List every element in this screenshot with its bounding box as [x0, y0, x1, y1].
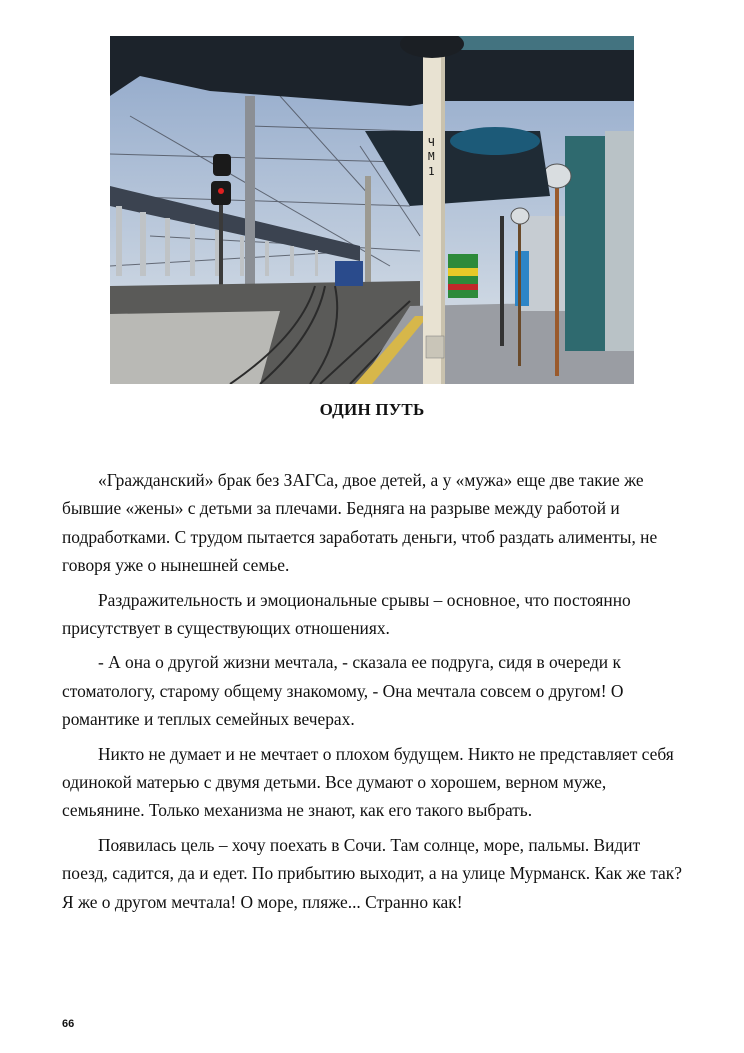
chapter-title: ОДИН ПУТЬ	[319, 400, 425, 419]
page-number: 66	[62, 1018, 75, 1030]
railway-station-photo	[110, 36, 634, 384]
svg-text:1: 1	[428, 165, 435, 178]
chapter-body	[62, 466, 684, 922]
railway-station-illustration	[110, 36, 634, 384]
paragraph: «Гражданский» брак без ЗАГСа, двое детей, а у «мужа» еще две такие же бывшие «жены» с детьми за плечами. Бедняга на разрыве между работой и подработками. С трудом пытается заработать деньги, чтоб раздать алименты, не говоря уже о нынешней семье.	[62, 470, 658, 576]
paragraph: Появилась цель – хочу поехать в Сочи. Там солнце, море, пальмы. Видит поезд, садится, да и едет. По прибытию выходит, а на улице Мурманск. Как же так? Я же о другом мечтала! О море, пляже... Странно как!	[62, 834, 682, 912]
svg-text:М: М	[428, 150, 435, 163]
paragraph: Никто не думает и не мечтает о плохом будущем. Никто не представляет себя одинокой матерью с двумя детьми. Все думают о хорошем, верном муже, семьянине. Только механизма не знают, как его такого выбрать.	[62, 743, 674, 821]
paragraph: Раздражительность и эмоциональные срывы – основное, что постоянно присутствует в существующих отношениях.	[62, 589, 631, 639]
svg-text:Ч: Ч	[428, 136, 435, 149]
paragraph: - А она о другой жизни мечтала, - сказала ее подруга, сидя в очереди к стоматологу, старому общему знакомому, - Она мечтала совсем о другом! О романтике и теплых семейных вечерах.	[62, 652, 624, 730]
